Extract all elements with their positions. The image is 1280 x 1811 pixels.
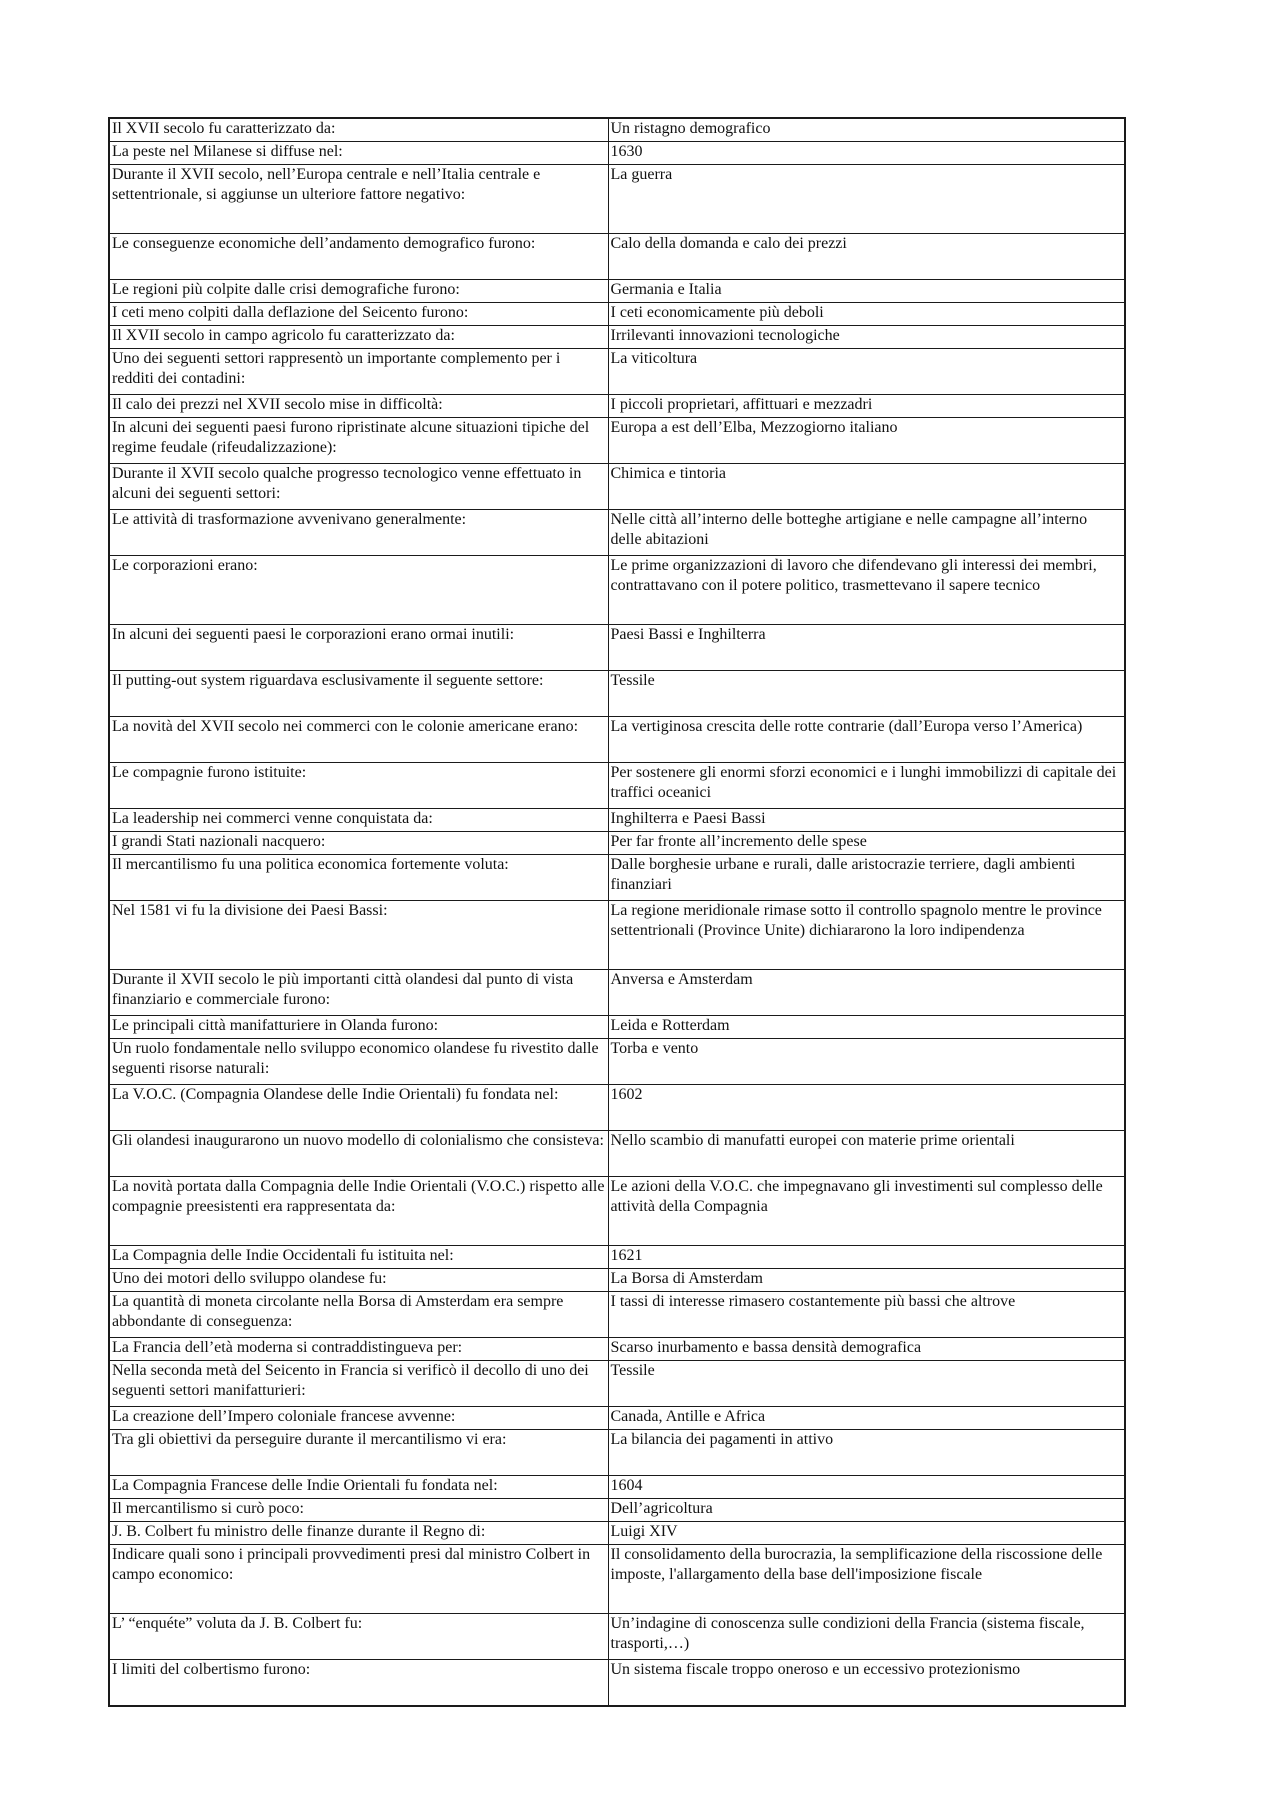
table-row: [109, 763, 1125, 809]
table-row: [109, 556, 1125, 625]
table-row: [109, 1614, 1125, 1660]
answer-cell: Inghilterra e Paesi Bassi: [608, 809, 1125, 832]
question-cell: I limiti del colbertismo furono:: [109, 1660, 608, 1706]
table-row: [109, 234, 1125, 280]
table-row: [109, 809, 1125, 832]
answer-cell: La Borsa di Amsterdam: [608, 1269, 1125, 1292]
answer-cell: 1602: [608, 1085, 1125, 1131]
table-row: [109, 832, 1125, 855]
answer-cell: La guerra: [608, 165, 1125, 234]
table-row: [109, 970, 1125, 1016]
question-cell: Il mercantilismo fu una politica economica fortemente voluta:: [109, 855, 608, 901]
answer-cell: Tessile: [608, 1361, 1125, 1407]
question-cell: Le regioni più colpite dalle crisi demografiche furono:: [109, 280, 608, 303]
answer-cell: Per far fronte all’incremento delle spese: [608, 832, 1125, 855]
question-cell: La Francia dell’età moderna si contraddistingueva per:: [109, 1338, 608, 1361]
table-row: [109, 165, 1125, 234]
answer-cell: I ceti economicamente più deboli: [608, 303, 1125, 326]
answer-cell: Il consolidamento della burocrazia, la semplificazione della riscossione delle imposte, l'allargamento della base dell'imposizione fiscale: [608, 1545, 1125, 1614]
answer-cell: Germania e Italia: [608, 280, 1125, 303]
question-cell: La creazione dell’Impero coloniale francese avvenne:: [109, 1407, 608, 1430]
table-row: [109, 671, 1125, 717]
answer-cell: Luigi XIV: [608, 1522, 1125, 1545]
question-cell: J. B. Colbert fu ministro delle finanze durante il Regno di:: [109, 1522, 608, 1545]
answer-cell: La bilancia dei pagamenti in attivo: [608, 1430, 1125, 1476]
table-row: [109, 625, 1125, 671]
table-row: [109, 118, 1125, 142]
answer-cell: Nelle città all’interno delle botteghe artigiane e nelle campagne all’interno delle abitazioni: [608, 510, 1125, 556]
table-row: [109, 395, 1125, 418]
table-row: [109, 1039, 1125, 1085]
table-row: [109, 510, 1125, 556]
question-cell: Nel 1581 vi fu la divisione dei Paesi Bassi:: [109, 901, 608, 970]
question-cell: La Compagnia Francese delle Indie Orientali fu fondata nel:: [109, 1476, 608, 1499]
table-row: [109, 1177, 1125, 1246]
answer-cell: 1630: [608, 142, 1125, 165]
answer-cell: La viticoltura: [608, 349, 1125, 395]
question-cell: Il calo dei prezzi nel XVII secolo mise in difficoltà:: [109, 395, 608, 418]
answer-cell: Leida e Rotterdam: [608, 1016, 1125, 1039]
question-cell: Le attività di trasformazione avvenivano generalmente:: [109, 510, 608, 556]
answer-cell: Chimica e tintoria: [608, 464, 1125, 510]
table-body: [109, 118, 1125, 1706]
question-cell: I grandi Stati nazionali nacquero:: [109, 832, 608, 855]
question-cell: La V.O.C. (Compagnia Olandese delle Indie Orientali) fu fondata nel:: [109, 1085, 608, 1131]
question-cell: Uno dei seguenti settori rappresentò un importante complemento per i redditi dei contadini:: [109, 349, 608, 395]
answer-cell: Le azioni della V.O.C. che impegnavano gli investimenti sul complesso delle attività della Compagnia: [608, 1177, 1125, 1246]
answer-cell: Canada, Antille e Africa: [608, 1407, 1125, 1430]
table-row: [109, 280, 1125, 303]
question-answer-table: [108, 117, 1126, 1707]
answer-cell: Torba e vento: [608, 1039, 1125, 1085]
question-cell: La quantità di moneta circolante nella Borsa di Amsterdam era sempre abbondante di conseguenza:: [109, 1292, 608, 1338]
question-cell: Le conseguenze economiche dell’andamento demografico furono:: [109, 234, 608, 280]
question-cell: Un ruolo fondamentale nello sviluppo economico olandese fu rivestito dalle seguenti risorse naturali:: [109, 1039, 608, 1085]
table-row: [109, 1499, 1125, 1522]
question-cell: Tra gli obiettivi da perseguire durante il mercantilismo vi era:: [109, 1430, 608, 1476]
answer-cell: La vertiginosa crescita delle rotte contrarie (dall’Europa verso l’America): [608, 717, 1125, 763]
answer-cell: Europa a est dell’Elba, Mezzogiorno italiano: [608, 418, 1125, 464]
table-row: [109, 418, 1125, 464]
question-cell: Gli olandesi inaugurarono un nuovo modello di colonialismo che consisteva:: [109, 1131, 608, 1177]
table-row: [109, 1338, 1125, 1361]
question-cell: Durante il XVII secolo le più importanti città olandesi dal punto di vista finanziario e commerciale furono:: [109, 970, 608, 1016]
table-row: [109, 1522, 1125, 1545]
answer-cell: Un’indagine di conoscenza sulle condizioni della Francia (sistema fiscale, trasporti,…): [608, 1614, 1125, 1660]
table-row: [109, 1660, 1125, 1706]
table-row: [109, 1407, 1125, 1430]
answer-cell: Per sostenere gli enormi sforzi economici e i lunghi immobilizzi di capitale dei traffici oceanici: [608, 763, 1125, 809]
question-cell: La peste nel Milanese si diffuse nel:: [109, 142, 608, 165]
answer-cell: I tassi di interesse rimasero costantemente più bassi che altrove: [608, 1292, 1125, 1338]
answer-cell: Anversa e Amsterdam: [608, 970, 1125, 1016]
answer-cell: Le prime organizzazioni di lavoro che difendevano gli interessi dei membri, contrattavano con il potere politico, trasmettevano il sapere tecnico: [608, 556, 1125, 625]
table-row: [109, 901, 1125, 970]
question-cell: I ceti meno colpiti dalla deflazione del Seicento furono:: [109, 303, 608, 326]
answer-cell: La regione meridionale rimase sotto il controllo spagnolo mentre le province settentrionali (Province Unite) dichiararono la loro indipendenza: [608, 901, 1125, 970]
answer-cell: Un sistema fiscale troppo oneroso e un eccessivo protezionismo: [608, 1660, 1125, 1706]
table-row: [109, 1476, 1125, 1499]
question-cell: In alcuni dei seguenti paesi furono ripristinate alcune situazioni tipiche del regime feudale (rifeudalizzazione):: [109, 418, 608, 464]
answer-cell: Dell’agricoltura: [608, 1499, 1125, 1522]
table-row: [109, 142, 1125, 165]
question-cell: Il mercantilismo si curò poco:: [109, 1499, 608, 1522]
answer-cell: I piccoli proprietari, affittuari e mezzadri: [608, 395, 1125, 418]
answer-cell: Paesi Bassi e Inghilterra: [608, 625, 1125, 671]
document-page: [108, 117, 1124, 1707]
question-cell: Le corporazioni erano:: [109, 556, 608, 625]
question-cell: La Compagnia delle Indie Occidentali fu istituita nel:: [109, 1246, 608, 1269]
table-row: [109, 855, 1125, 901]
question-cell: Nella seconda metà del Seicento in Francia si verificò il decollo di uno dei seguenti settori manifatturieri:: [109, 1361, 608, 1407]
table-row: [109, 303, 1125, 326]
answer-cell: Calo della domanda e calo dei prezzi: [608, 234, 1125, 280]
table-row: [109, 349, 1125, 395]
question-cell: Le principali città manifatturiere in Olanda furono:: [109, 1016, 608, 1039]
answer-cell: Tessile: [608, 671, 1125, 717]
table-row: [109, 1361, 1125, 1407]
answer-cell: 1604: [608, 1476, 1125, 1499]
answer-cell: Scarso inurbamento e bassa densità demografica: [608, 1338, 1125, 1361]
question-cell: Le compagnie furono istituite:: [109, 763, 608, 809]
table-row: [109, 1292, 1125, 1338]
question-cell: Durante il XVII secolo, nell’Europa centrale e nell’Italia centrale e settentrionale, si aggiunse un ulteriore fattore negativo:: [109, 165, 608, 234]
answer-cell: 1621: [608, 1246, 1125, 1269]
table-row: [109, 1430, 1125, 1476]
question-cell: Uno dei motori dello sviluppo olandese fu:: [109, 1269, 608, 1292]
question-cell: Il XVII secolo fu caratterizzato da:: [109, 118, 608, 142]
table-row: [109, 326, 1125, 349]
answer-cell: Nello scambio di manufatti europei con materie prime orientali: [608, 1131, 1125, 1177]
table-row: [109, 1269, 1125, 1292]
table-row: [109, 464, 1125, 510]
question-cell: Il XVII secolo in campo agricolo fu caratterizzato da:: [109, 326, 608, 349]
answer-cell: Un ristagno demografico: [608, 118, 1125, 142]
table-row: [109, 1131, 1125, 1177]
answer-cell: Irrilevanti innovazioni tecnologiche: [608, 326, 1125, 349]
question-cell: L’ “enquéte” voluta da J. B. Colbert fu:: [109, 1614, 608, 1660]
table-row: [109, 1545, 1125, 1614]
table-row: [109, 1085, 1125, 1131]
table-row: [109, 1016, 1125, 1039]
answer-cell: Dalle borghesie urbane e rurali, dalle aristocrazie terriere, dagli ambienti finanziari: [608, 855, 1125, 901]
question-cell: Indicare quali sono i principali provvedimenti presi dal ministro Colbert in campo economico:: [109, 1545, 608, 1614]
question-cell: La novità del XVII secolo nei commerci con le colonie americane erano:: [109, 717, 608, 763]
table-row: [109, 717, 1125, 763]
question-cell: La novità portata dalla Compagnia delle Indie Orientali (V.O.C.) rispetto alle compagnie preesistenti era rappresentata da:: [109, 1177, 608, 1246]
question-cell: Durante il XVII secolo qualche progresso tecnologico venne effettuato in alcuni dei seguenti settori:: [109, 464, 608, 510]
question-cell: Il putting-out system riguardava esclusivamente il seguente settore:: [109, 671, 608, 717]
question-cell: In alcuni dei seguenti paesi le corporazioni erano ormai inutili:: [109, 625, 608, 671]
question-cell: La leadership nei commerci venne conquistata da:: [109, 809, 608, 832]
table-row: [109, 1246, 1125, 1269]
